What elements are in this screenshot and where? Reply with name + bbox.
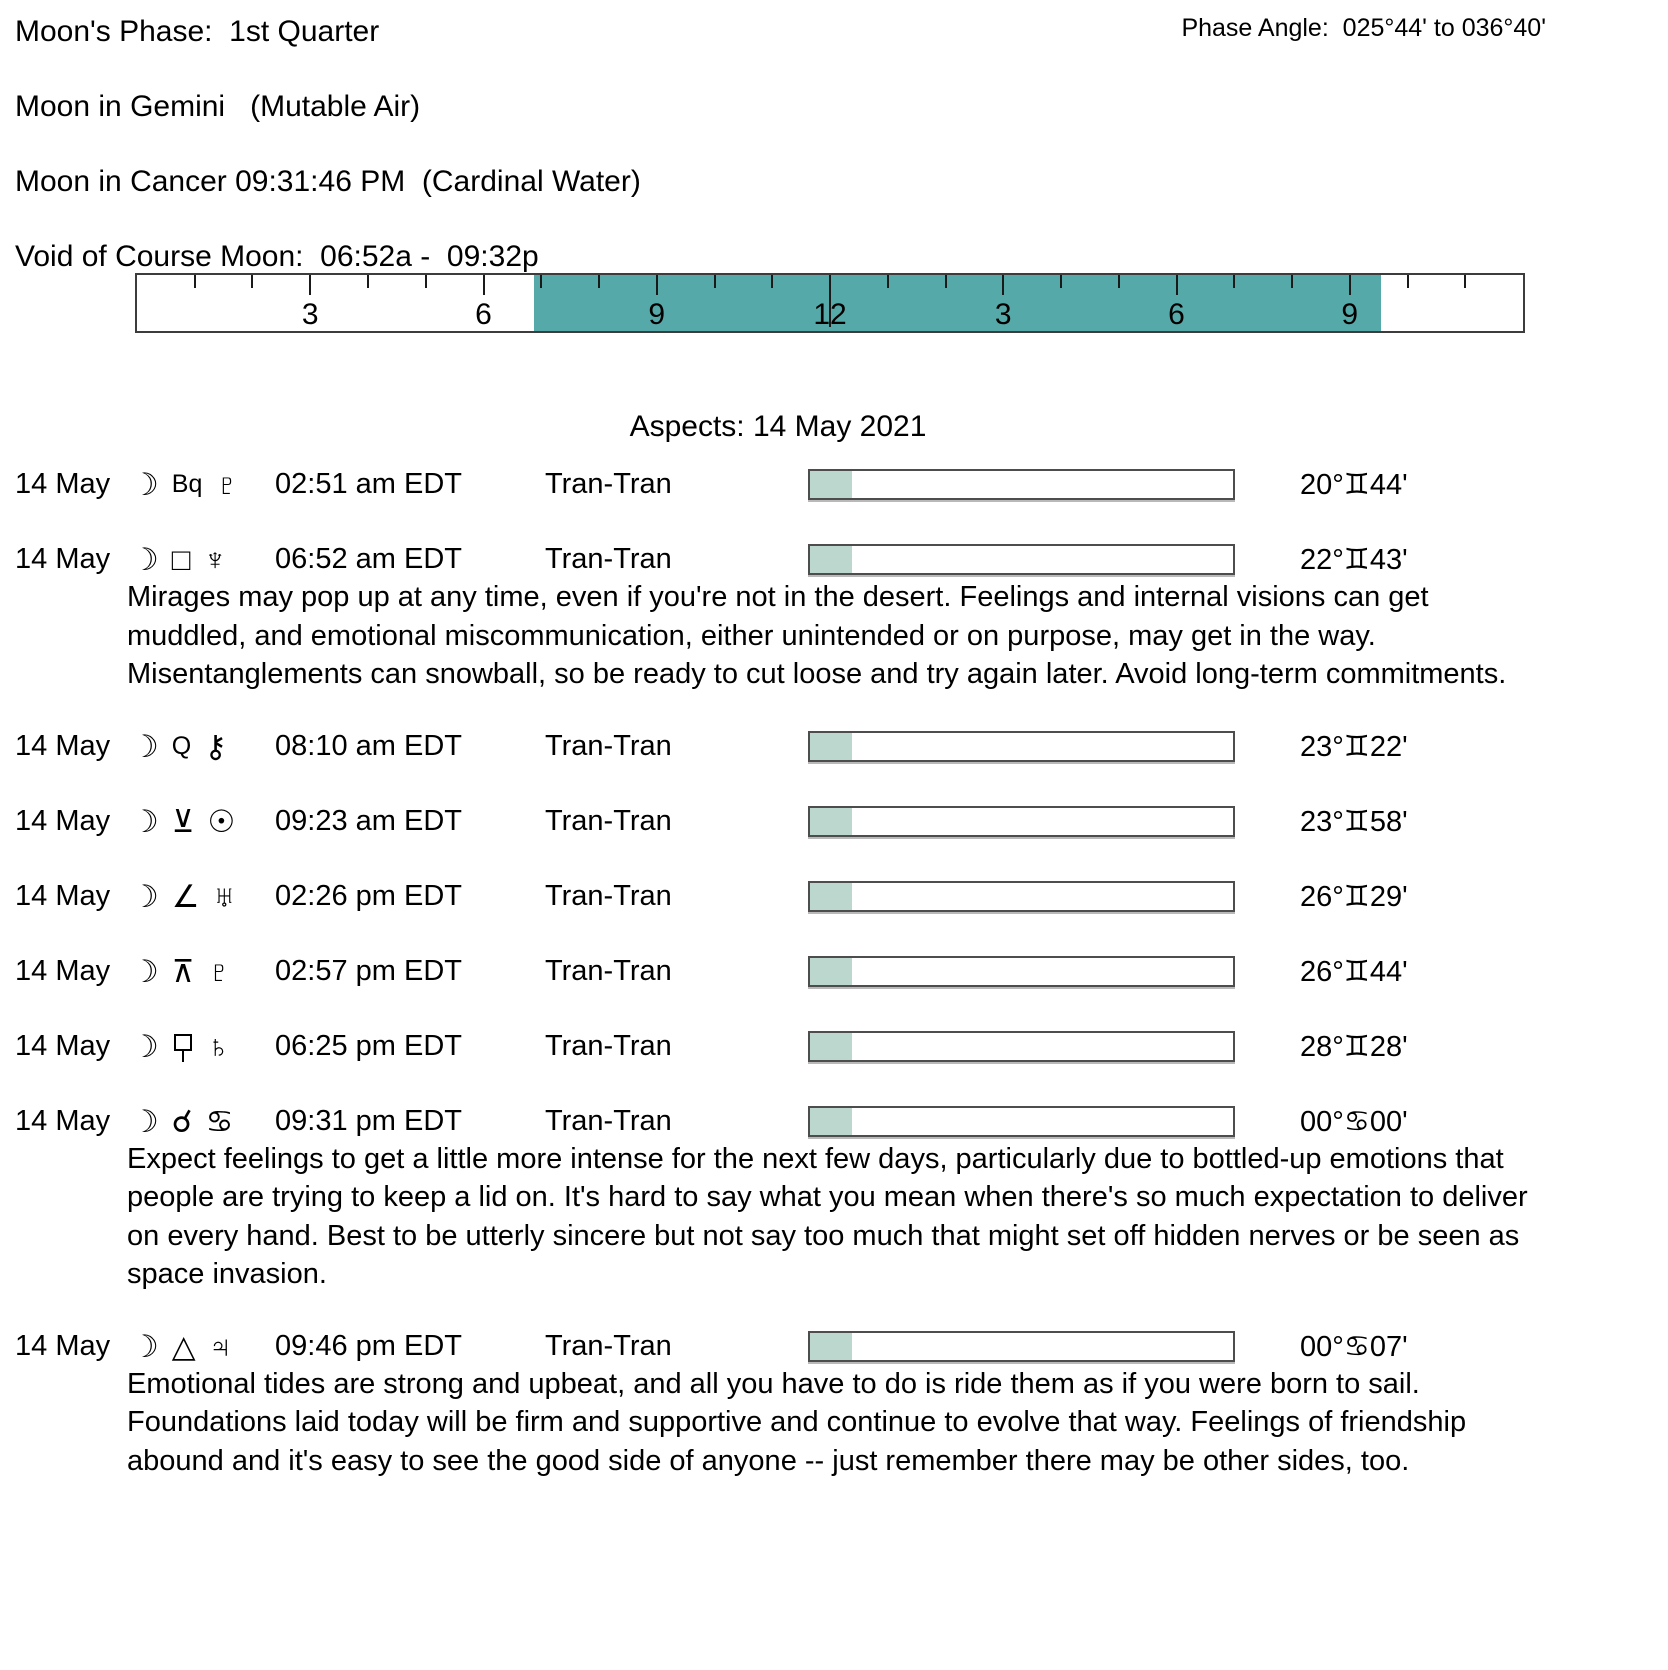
ruler-tick: [425, 275, 427, 288]
aspect-degree: 26°♊44': [1300, 955, 1408, 988]
ruler-tick: [251, 275, 253, 288]
aspect-type: Tran-Tran: [545, 1029, 672, 1062]
ruler-tick: [771, 275, 773, 288]
sesquiquadrate-aspect-icon: [172, 1031, 194, 1062]
moon-sign-line: Moon in Gemini (Mutable Air): [15, 90, 421, 123]
uranus-icon: ♅: [212, 878, 236, 914]
aspect-row: [0, 880, 1668, 913]
ruler-tick: [1233, 275, 1235, 288]
pluto-icon: ♇: [215, 467, 239, 502]
aspect-type: Tran-Tran: [545, 804, 672, 837]
aspect-time: 02:57 pm EDT: [275, 954, 462, 987]
semisquare-aspect-icon: ∠: [171, 878, 200, 914]
orb-progress-fill: [810, 733, 852, 760]
cancer-sign-icon: ♋: [205, 1103, 234, 1139]
orb-progress-bar: [808, 469, 1235, 500]
ruler-tick: [1060, 275, 1062, 288]
aspect-degree: 00°♋00': [1300, 1105, 1408, 1138]
moon-icon: ☽: [131, 728, 159, 764]
aspect-type: Tran-Tran: [545, 879, 672, 912]
aspect-row: [0, 730, 1668, 763]
aspect-glyphs: [131, 953, 275, 989]
conjunction-aspect-icon: ☌: [171, 1103, 193, 1139]
aspect-type: Tran-Tran: [545, 729, 672, 762]
saturn-icon: ♄: [206, 1028, 231, 1064]
aspect-time: 06:52 am EDT: [275, 543, 462, 575]
orb-progress-bar: [808, 731, 1235, 762]
aspect-glyphs: [131, 1328, 275, 1364]
quincunx-aspect-icon: ⊼: [171, 953, 195, 989]
aspect-degree: 00°♋07': [1300, 1330, 1408, 1363]
ruler-hour-label: 12: [813, 298, 847, 331]
ruler-tick: [483, 275, 485, 295]
ruler-tick: [598, 275, 600, 288]
aspect-row: [0, 543, 1668, 576]
aspect-glyphs: [131, 728, 275, 764]
orb-progress-fill: [810, 958, 852, 985]
quintile-aspect-icon: Q: [171, 731, 192, 760]
sun-icon: ☉: [207, 803, 236, 839]
ruler-tick: [1407, 275, 1409, 288]
orb-progress-fill: [810, 471, 852, 498]
ruler-tick: [656, 275, 658, 295]
ruler-hour-label: 3: [994, 298, 1012, 331]
aspect-type: Tran-Tran: [545, 1104, 672, 1137]
aspect-date: 14 May: [15, 1329, 111, 1362]
chiron-icon: ⚷: [204, 728, 227, 764]
aspect-glyphs: [131, 1028, 275, 1064]
ruler-tick: [714, 275, 716, 288]
orb-progress-bar: [808, 881, 1235, 912]
ruler-tick: [540, 275, 542, 288]
trine-aspect-icon: △: [171, 1328, 196, 1364]
moon-icon: ☽: [131, 1028, 159, 1064]
ruler-hour-label: 9: [1341, 298, 1359, 331]
aspect-type: Tran-Tran: [545, 468, 672, 500]
ruler-tick: [1349, 275, 1351, 295]
aspect-time: 09:46 pm EDT: [275, 1329, 462, 1362]
aspect-degree: 20°♊44': [1300, 469, 1408, 501]
aspect-date: 14 May: [15, 468, 111, 500]
aspect-degree: 22°♊43': [1300, 544, 1408, 576]
moon-icon: ☽: [131, 953, 159, 989]
aspect-time: 08:10 am EDT: [275, 729, 462, 762]
aspect-time: 09:31 pm EDT: [275, 1104, 462, 1137]
aspects-title: Aspects: 14 May 2021: [629, 410, 927, 443]
aspect-row: [0, 805, 1668, 838]
aspect-date: 14 May: [15, 543, 111, 575]
void-of-course-line: Void of Course Moon: 06:52a - 09:32p: [15, 240, 539, 273]
aspect-row: [0, 468, 1668, 501]
ruler-hour-label: 3: [301, 298, 319, 331]
aspect-glyphs: [131, 1103, 275, 1139]
ruler-tick: [194, 275, 196, 288]
aspect-date: 14 May: [15, 804, 111, 837]
aspect-date: 14 May: [15, 879, 111, 912]
ruler-tick: [945, 275, 947, 288]
moon-icon: ☽: [131, 1103, 159, 1139]
ruler-hour-label: 9: [648, 298, 666, 331]
ruler-hour-label: 6: [475, 298, 492, 331]
moon-icon: ☽: [131, 878, 159, 914]
ruler-tick: [1291, 275, 1293, 288]
aspect-glyphs: [131, 469, 275, 500]
aspect-row: [0, 1030, 1668, 1063]
moon-icon: ☽: [131, 542, 159, 577]
moon-ingress-line: Moon in Cancer 09:31:46 PM (Cardinal Water): [15, 165, 641, 198]
jupiter-icon: ♃: [208, 1328, 232, 1364]
orb-progress-bar: [808, 806, 1235, 837]
ruler-tick: [1176, 275, 1178, 295]
orb-progress-bar: [808, 544, 1235, 575]
square-aspect-icon: □: [171, 542, 191, 577]
orb-progress-bar: [808, 1331, 1235, 1362]
aspect-type: Tran-Tran: [545, 543, 672, 575]
orb-progress-fill: [810, 546, 852, 573]
orb-progress-bar: [808, 1031, 1235, 1062]
aspect-description: Mirages may pop up at any time, even if you're not in the desert. Feelings and internal visions can get muddled, and emotional miscommunication, either unintended or on purpose, may get in the way. Misentanglements can snowball, so be ready to cut loose and try again later. Avoid long-term commitments.: [127, 581, 1507, 690]
moons-phase-line: Moon's Phase: 1st Quarter: [15, 15, 380, 48]
ruler-tick: [887, 275, 889, 288]
aspect-date: 14 May: [15, 729, 111, 762]
orb-progress-bar: [808, 1106, 1235, 1137]
semisextile-aspect-icon: ⊻: [171, 803, 195, 839]
aspect-degree: 26°♊29': [1300, 880, 1408, 913]
aspect-date: 14 May: [15, 1104, 111, 1137]
aspect-date: 14 May: [15, 1029, 111, 1062]
aspect-degree: 23°♊22': [1300, 730, 1408, 763]
aspect-glyphs: [131, 544, 275, 575]
aspect-row: [0, 1330, 1668, 1363]
orb-progress-bar: [808, 956, 1235, 987]
orb-progress-fill: [810, 808, 852, 835]
aspect-degree: 28°♊28': [1300, 1030, 1408, 1063]
aspect-row: [0, 955, 1668, 988]
ruler-tick: [309, 275, 311, 295]
aspect-time: 02:51 am EDT: [275, 468, 462, 500]
moon-icon: ☽: [131, 1328, 159, 1364]
neptune-icon: ♆: [203, 542, 227, 577]
phase-angle-label: Phase Angle: 025°44' to 036°40': [1181, 14, 1546, 42]
aspect-description: Emotional tides are strong and upbeat, and all you have to do is ride them as if you were born to sail. Foundations laid today will be firm and supportive and continue to evolve that way. Feelings of friendship abound and it's easy to see the good side of anyone -- just remember there may be other sides, too.: [127, 1367, 1467, 1477]
voc-ruler: [135, 273, 1525, 333]
orb-progress-fill: [810, 1033, 852, 1060]
biquintile-aspect-icon: Bq: [171, 470, 203, 498]
moon-icon: ☽: [131, 803, 159, 839]
aspect-time: 06:25 pm EDT: [275, 1029, 462, 1062]
pluto-icon: ♇: [207, 953, 231, 989]
orb-progress-fill: [810, 883, 852, 910]
aspect-time: 02:26 pm EDT: [275, 879, 462, 912]
orb-progress-fill: [810, 1108, 852, 1135]
aspect-time: 09:23 am EDT: [275, 804, 462, 837]
aspect-glyphs: [131, 803, 275, 839]
ruler-tick: [367, 275, 369, 288]
aspect-type: Tran-Tran: [545, 1329, 672, 1362]
ruler-tick: [1118, 275, 1120, 288]
ruler-hour-label: 6: [1168, 298, 1185, 331]
aspect-date: 14 May: [15, 954, 111, 987]
moon-icon: ☽: [131, 467, 159, 502]
orb-progress-fill: [810, 1333, 852, 1360]
aspect-degree: 23°♊58': [1300, 805, 1408, 838]
aspect-row: [0, 1105, 1668, 1138]
aspect-type: Tran-Tran: [545, 954, 672, 987]
aspect-glyphs: [131, 878, 275, 914]
ruler-tick: [1464, 275, 1466, 288]
aspect-description: Expect feelings to get a little more intense for the next few days, particularly due to bottled-up emotions that people are trying to keep a lid on. It's hard to say what you mean when there's so much expectation to deliver on every hand. Best to be utterly sincere but not say too much that might set off hidden nerves or be seen as space invasion.: [127, 1142, 1528, 1290]
ruler-tick: [1002, 275, 1004, 295]
